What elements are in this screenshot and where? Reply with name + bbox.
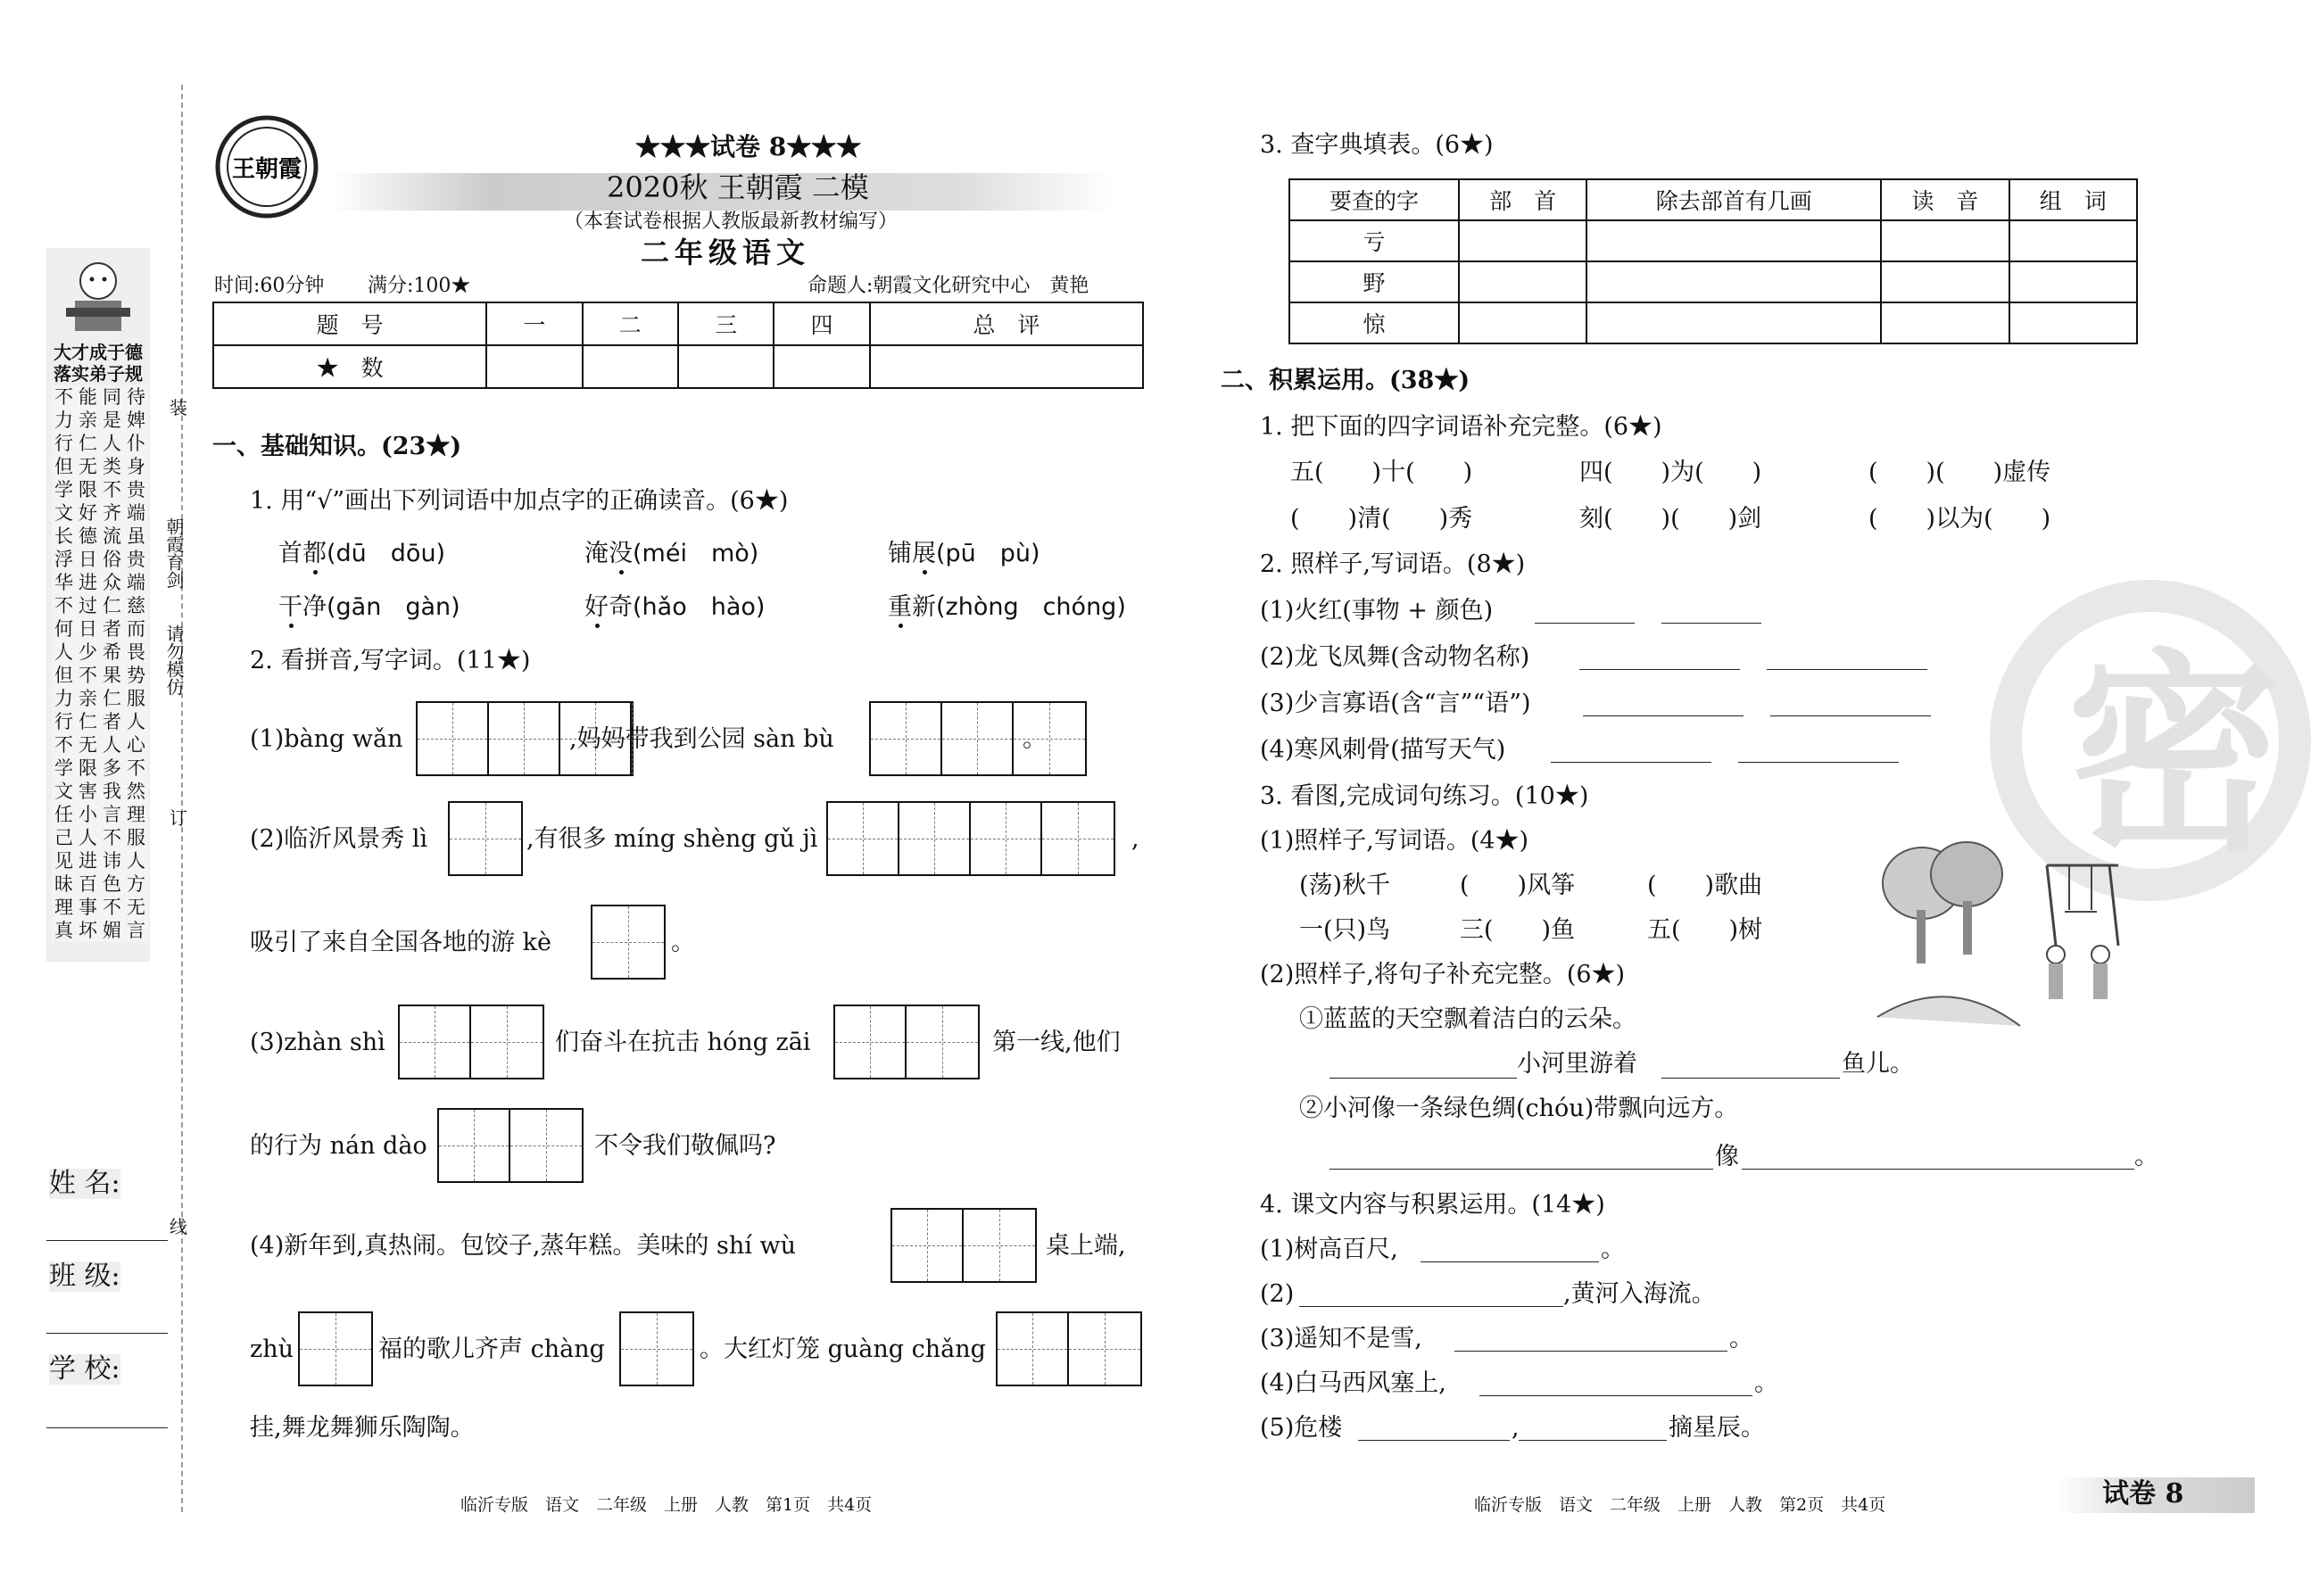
- watermark: 密: [1990, 580, 2311, 901]
- poem-char: 然: [127, 781, 145, 802]
- poem-char: 不: [127, 757, 145, 779]
- poem-char: 端: [127, 502, 145, 524]
- p1-title: 1. 把下面的四字词语补充完整。(6★): [1260, 413, 1662, 441]
- question-2: 2. 看拼音,写字词。(11★): [250, 647, 531, 674]
- idiom-blank[interactable]: 刻( )( )剑: [1579, 505, 1762, 533]
- poem-char: 仁: [103, 688, 121, 709]
- poem-char: 少: [79, 641, 97, 663]
- poem-char: 限: [79, 479, 97, 500]
- dict-header: 除去部首有几画: [1586, 179, 1881, 220]
- poem-char: 众: [103, 572, 121, 593]
- sentence-1-end: 鱼儿。: [1842, 1050, 1914, 1078]
- q2-3-text-b: 们奋斗在抗击 hóng zāi: [555, 1029, 811, 1056]
- poem-char: 但: [54, 456, 73, 477]
- poem-char: 心: [127, 734, 145, 756]
- school-field[interactable]: [46, 1427, 168, 1428]
- poem-char: 虽: [127, 525, 145, 547]
- p3-1-title: (1)照样子,写词语。(4★): [1260, 827, 1529, 855]
- poem-char: 仁: [79, 433, 97, 454]
- q2-4-text-e: 。大红灯笼 guàng chǎng: [700, 1336, 986, 1363]
- poem-char: 行: [54, 433, 73, 454]
- measure-word[interactable]: 三( )鱼: [1460, 916, 1576, 944]
- vertical-note-2: 请勿模仿: [163, 624, 185, 696]
- recite-5-mid: ,: [1512, 1414, 1520, 1442]
- recite-5: (5)危楼: [1260, 1414, 1343, 1442]
- p2-title: 2. 照样子,写词语。(8★): [1260, 550, 1526, 578]
- example-sentence-2: ②小河像一条绿色绸(chóu)带飘向远方。: [1299, 1095, 1739, 1122]
- binding-line: [181, 85, 183, 1512]
- poem-char: 进: [79, 572, 97, 593]
- recite-4: (4)白马西风塞上,: [1260, 1369, 1446, 1397]
- q2-3-text-d: 的行为 nán dào: [250, 1132, 427, 1160]
- poem-char: 不: [103, 479, 121, 500]
- dict-header: 组 词: [2009, 179, 2137, 220]
- char-grid[interactable]: [826, 801, 1115, 876]
- poem-char: 慈: [127, 595, 145, 616]
- poem-char: 理: [54, 897, 73, 918]
- poem-char: 害: [79, 781, 97, 802]
- dict-header: 要查的字: [1289, 179, 1459, 220]
- name-field[interactable]: [46, 1240, 168, 1241]
- poem-char: 多: [103, 757, 121, 779]
- dict-cell[interactable]: [1881, 302, 2009, 343]
- poem-char: 无: [79, 734, 97, 756]
- paper-subtitle: （本套试卷根据人教版最新教材编写）: [564, 211, 899, 233]
- idiom-blank[interactable]: 四( )为( ): [1579, 459, 1762, 486]
- poem-char: 身: [127, 456, 145, 477]
- poem-char: 言: [127, 920, 145, 941]
- class-field[interactable]: [46, 1333, 168, 1334]
- poem-char: 事: [79, 897, 97, 918]
- exam-time: 时间:60分钟: [214, 275, 325, 297]
- char-grid[interactable]: [890, 1208, 1037, 1283]
- poem-char: 无: [79, 456, 97, 477]
- poem-char: 能: [79, 386, 97, 408]
- poem-char: 不: [54, 595, 73, 616]
- poem-char: 何: [54, 618, 73, 640]
- q2-4-text-c: zhù: [250, 1336, 294, 1363]
- example-sentence-1: ①蓝蓝的天空飘着洁白的云朵。: [1299, 1005, 1636, 1033]
- binding-mark-2: 订: [170, 807, 187, 829]
- dict-cell[interactable]: [1459, 302, 1586, 343]
- subject-title: 二年级语文: [641, 236, 811, 269]
- q2-3-text-e: 不令我们敬佩吗?: [594, 1132, 776, 1160]
- measure-word[interactable]: ( )歌曲: [1647, 872, 1763, 899]
- recite-4-end: 。: [1754, 1369, 1778, 1397]
- dict-cell[interactable]: [1459, 261, 1586, 302]
- score-table: [212, 302, 1144, 389]
- dict-cell[interactable]: [1586, 220, 1881, 261]
- q2-4-text-a: (4)新年到,真热闹。包饺子,蒸年糕。美味的 shí wù: [250, 1232, 796, 1260]
- poem-char: 限: [79, 757, 97, 779]
- svg-text:王朝霞: 王朝霞: [231, 156, 302, 183]
- full-score: 满分:100★: [368, 275, 471, 297]
- measure-word[interactable]: 一(只)鸟: [1299, 916, 1391, 944]
- poem-char: 不: [79, 665, 97, 686]
- answer-line[interactable]: [1738, 762, 1899, 763]
- paper-number: ★★★试卷 8★★★: [635, 132, 862, 161]
- idiom-blank[interactable]: ( )清( )秀: [1290, 505, 1473, 533]
- measure-word[interactable]: (荡)秋千: [1299, 872, 1391, 899]
- recite-1-end: 。: [1601, 1236, 1625, 1263]
- q2-3-text-c: 第一线,他们: [992, 1029, 1121, 1056]
- poem-char: 亲: [79, 688, 97, 709]
- poem-char: 希: [103, 641, 121, 663]
- vertical-note-1: 朝霞育剑: [163, 517, 185, 589]
- dict-char: 野: [1289, 261, 1459, 302]
- poem-char: 进: [79, 850, 97, 872]
- answer-line[interactable]: [1329, 1078, 1517, 1079]
- poem-char: 人: [103, 433, 121, 454]
- paper-title: 2020秋 王朝霞 二模: [607, 170, 869, 204]
- poem-char: 人: [54, 641, 73, 663]
- section-2-title: 二、积累运用。(38★): [1221, 367, 1470, 394]
- poem-char: 仁: [103, 595, 121, 616]
- playground-illustration: [1877, 839, 2145, 1035]
- dict-cell[interactable]: [2009, 302, 2137, 343]
- recite-1: (1)树高百尺,: [1260, 1236, 1398, 1263]
- answer-line[interactable]: [1421, 1261, 1599, 1262]
- motto-2: 落实弟子规: [54, 363, 143, 385]
- answer-line[interactable]: [1299, 1306, 1563, 1307]
- char-grid[interactable]: [298, 1311, 373, 1386]
- answer-line[interactable]: [1454, 1351, 1727, 1352]
- score-header: 题 号: [213, 302, 486, 345]
- p2-item: (3)少言寡语(含“言”“语”): [1260, 690, 1531, 717]
- q2-4-text-d: 福的歌儿齐声 chàng: [378, 1336, 605, 1363]
- q2-4-text-b: 桌上端,: [1046, 1232, 1126, 1260]
- answer-line[interactable]: [1358, 1440, 1510, 1441]
- recite-3-end: 。: [1729, 1325, 1753, 1352]
- poem-char: 己: [54, 827, 73, 848]
- p3-2-title: (2)照样子,将句子补充完整。(6★): [1260, 961, 1626, 988]
- poem-char: 方: [127, 873, 145, 895]
- dict-header: 读 音: [1881, 179, 2009, 220]
- pinyin-choice[interactable]: 铺展(pū pù): [888, 540, 1040, 567]
- poem-char: 同: [103, 386, 121, 408]
- poem-char: 日: [79, 618, 97, 640]
- score-header: 三: [678, 302, 774, 345]
- poem-char: 端: [127, 572, 145, 593]
- q2-2-text-e: 。: [671, 929, 695, 956]
- poem-char: 贵: [127, 479, 145, 500]
- poem-char: 流: [103, 525, 121, 547]
- p4-title: 4. 课文内容与积累运用。(14★): [1260, 1191, 1605, 1219]
- poem-char: 过: [79, 595, 97, 616]
- dict-cell[interactable]: [1586, 261, 1881, 302]
- char-grid[interactable]: [591, 905, 666, 980]
- poem-char: 不: [103, 827, 121, 848]
- poem-char: 力: [54, 409, 73, 431]
- answer-line[interactable]: [1479, 1395, 1752, 1396]
- answer-line[interactable]: [1767, 669, 1927, 670]
- poem-char: 者: [103, 618, 121, 640]
- char-grid[interactable]: [996, 1311, 1142, 1386]
- poem-char: 不: [54, 386, 73, 408]
- page-2-footer: 临沂专版 语文 二年级 上册 人教 第2页 共4页: [1474, 1495, 1886, 1515]
- poem-char: 而: [127, 618, 145, 640]
- poem-char: 长: [54, 525, 73, 547]
- answer-line[interactable]: [1519, 1440, 1667, 1441]
- poem-char: 待: [127, 386, 145, 408]
- poem-char: 华: [54, 572, 73, 593]
- poem-char: 德: [79, 525, 97, 547]
- dict-header: 部 首: [1459, 179, 1586, 220]
- poem-char: 人: [79, 827, 97, 848]
- score-row-label: ★ 数: [213, 345, 486, 388]
- poem-char: 见: [54, 850, 73, 872]
- q2-3-text-a: (3)zhàn shì: [250, 1029, 385, 1056]
- answer-line[interactable]: [1551, 762, 1711, 763]
- q2-2-text-c: ,: [1131, 825, 1139, 853]
- question-1: 1. 用“√”画出下列词语中加点字的正确读音。(6★): [250, 487, 789, 515]
- q2-1-text-b: ,妈妈带我到公园 sàn bù: [569, 725, 834, 753]
- score-header: 二: [583, 302, 678, 345]
- q2-2-text-a: (2)临沂风景秀 lì: [250, 825, 428, 853]
- score-cell[interactable]: [678, 345, 774, 388]
- poem-char: 昧: [54, 873, 73, 895]
- char-grid[interactable]: [619, 1311, 694, 1386]
- answer-line[interactable]: [1742, 1169, 2134, 1170]
- mascot-illustration: [55, 254, 141, 340]
- page-1-footer: 临沂专版 语文 二年级 上册 人教 第1页 共4页: [460, 1495, 873, 1515]
- poem-char: 小: [79, 804, 97, 825]
- q2-1-text-c: 。: [1023, 725, 1047, 753]
- poem-char: 文: [54, 781, 73, 802]
- poem-char: 婢: [127, 409, 145, 431]
- q2-4-text-g: 挂,舞龙舞狮乐陶陶。: [250, 1414, 475, 1442]
- poem-char: 无: [127, 897, 145, 918]
- score-cell[interactable]: [774, 345, 869, 388]
- poem-char: 是: [103, 409, 121, 431]
- measure-word[interactable]: 五( )树: [1647, 916, 1763, 944]
- char-grid[interactable]: [437, 1108, 584, 1183]
- poem-char: 学: [54, 757, 73, 779]
- dict-cell[interactable]: [1459, 220, 1586, 261]
- sentence-1-mid: 小河里游着: [1517, 1050, 1637, 1078]
- poem-char: 力: [54, 688, 73, 709]
- poem-char: 仆: [127, 433, 145, 454]
- class-label: 班 级:: [49, 1261, 120, 1292]
- poem-char: 果: [103, 665, 121, 686]
- poem-char: 俗: [103, 549, 121, 570]
- answer-line[interactable]: [1661, 623, 1761, 624]
- poem-char: 媚: [103, 920, 121, 941]
- dictionary-table: [1288, 178, 2138, 344]
- score-header: 四: [774, 302, 869, 345]
- idiom-blank[interactable]: ( )( )虚传: [1868, 459, 2051, 486]
- binding-mark-1: 装: [170, 397, 187, 418]
- q2-2-text-b: ,有很多 míng shèng gǔ jì: [526, 825, 818, 853]
- poem-char: 真: [54, 920, 73, 941]
- name-label: 姓 名:: [49, 1168, 120, 1199]
- poem-char: 齐: [103, 502, 121, 524]
- pinyin-choice[interactable]: 首都(dū dōu): [278, 540, 446, 567]
- dict-cell[interactable]: [2009, 261, 2137, 302]
- poem-char: 人: [127, 711, 145, 732]
- poem-char: 人: [127, 850, 145, 872]
- answer-line[interactable]: [1579, 669, 1740, 670]
- idiom-blank[interactable]: 五( )十( ): [1290, 459, 1473, 486]
- author: 命题人:朝霞文化研究中心 黄艳: [808, 275, 1089, 297]
- q2-2-text-d: 吸引了来自全国各地的游 kè: [250, 929, 551, 956]
- dict-cell[interactable]: [2009, 220, 2137, 261]
- poem-char: 不: [103, 897, 121, 918]
- char-grid[interactable]: [448, 801, 523, 876]
- poem-char: 贵: [127, 549, 145, 570]
- char-grid[interactable]: [398, 1005, 544, 1079]
- poem-char: 好: [79, 502, 97, 524]
- char-grid[interactable]: [869, 701, 1087, 776]
- idiom-blank[interactable]: ( )以为( ): [1868, 505, 2051, 533]
- corner-paper-number: 试卷 8: [2102, 1478, 2184, 1509]
- p2-item: (4)寒风刺骨(描写天气): [1260, 736, 1506, 764]
- poem-char: 服: [127, 688, 145, 709]
- p3-title: 3. 看图,完成词句练习。(10★): [1260, 782, 1589, 810]
- poem-char: 人: [103, 734, 121, 756]
- sentence-2-mid: 像: [1715, 1143, 1739, 1170]
- char-grid[interactable]: [833, 1005, 980, 1079]
- poem-char: 浮: [54, 549, 73, 570]
- poem-char: 者: [103, 711, 121, 732]
- recite-3: (3)遥知不是雪,: [1260, 1325, 1422, 1352]
- dict-cell[interactable]: [1881, 220, 2009, 261]
- poem-char: 但: [54, 665, 73, 686]
- poem-char: 行: [54, 711, 73, 732]
- dict-cell[interactable]: [1881, 261, 2009, 302]
- dict-char: 亏: [1289, 220, 1459, 261]
- answer-line[interactable]: [1329, 1169, 1713, 1170]
- answer-line[interactable]: [1583, 715, 1744, 716]
- poem-char: 类: [103, 456, 121, 477]
- poem-char: 日: [79, 549, 97, 570]
- poem-char: 我: [103, 781, 121, 802]
- measure-word[interactable]: ( )风筝: [1460, 872, 1576, 899]
- poem-char: 学: [54, 479, 73, 500]
- pinyin-choice[interactable]: 干净(gān gàn): [278, 593, 460, 621]
- poem-char: 亲: [79, 409, 97, 431]
- q2-1-text-a: (1)bàng wǎn: [250, 725, 403, 753]
- poem-char: 讳: [103, 850, 121, 872]
- poem-char: 不: [54, 734, 73, 756]
- poem-char: 任: [54, 804, 73, 825]
- school-label: 学 校:: [49, 1353, 120, 1385]
- score-cell[interactable]: [583, 345, 678, 388]
- binding-mark-3: 线: [170, 1216, 187, 1237]
- poem-char: 畏: [127, 641, 145, 663]
- pinyin-choice[interactable]: 重新(zhòng chóng): [888, 593, 1126, 621]
- poem-char: 仁: [79, 711, 97, 732]
- recite-2: ,黄河入海流。: [1563, 1280, 1716, 1308]
- poem-char: 文: [54, 502, 73, 524]
- poem-char: 势: [127, 665, 145, 686]
- poem-char: 言: [103, 804, 121, 825]
- score-cell[interactable]: [486, 345, 582, 388]
- answer-line[interactable]: [1770, 715, 1931, 716]
- poem-char: 服: [127, 827, 145, 848]
- motto-1: 大才成于德: [54, 342, 143, 363]
- question-3-dict: 3. 查字典填表。(6★): [1260, 131, 1494, 159]
- poem-char: 理: [127, 804, 145, 825]
- section-1-title: 一、基础知识。(23★): [212, 433, 462, 460]
- dict-cell[interactable]: [1586, 302, 1881, 343]
- answer-line[interactable]: [1661, 1078, 1840, 1079]
- score-header: 一: [486, 302, 582, 345]
- poem-char: 色: [103, 873, 121, 895]
- p2-item: (2)龙飞凤舞(含动物名称): [1260, 643, 1530, 671]
- recite-5-end: 摘星辰。: [1669, 1414, 1765, 1442]
- answer-line[interactable]: [1535, 623, 1635, 624]
- pinyin-choice[interactable]: 好奇(hǎo hào): [584, 593, 766, 621]
- dict-char: 惊: [1289, 302, 1459, 343]
- brand-logo: [214, 114, 319, 219]
- poem-char: 百: [79, 873, 97, 895]
- score-cell[interactable]: [870, 345, 1143, 388]
- score-header: 总 评: [870, 302, 1143, 345]
- p2-item: (1)火红(事物 + 颜色): [1260, 597, 1494, 624]
- poem-grid: [52, 385, 148, 942]
- poem-char: 坏: [79, 920, 97, 941]
- pinyin-choice[interactable]: 淹没(méi mò): [584, 540, 759, 567]
- recite-2-start: (2): [1260, 1280, 1295, 1308]
- sentence-2-end: 。: [2134, 1143, 2158, 1170]
